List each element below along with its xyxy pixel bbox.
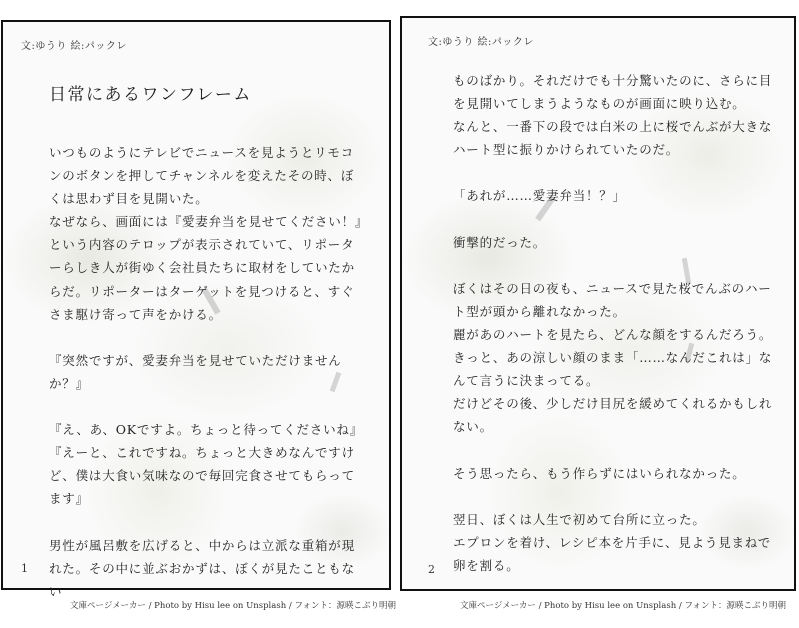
page-number: 1 (21, 562, 28, 575)
page-number: 2 (428, 563, 435, 576)
page-body-text: ものばかり。それだけでも十分驚いたのに、さらに目を見開いてしまうようなものが画面に映り込む。 なんと、一番下の段では白米の上に桜でんぶが大きなハート型に振りかけられていたのだ。 「あれが……愛妻弁当！？」 衝撃的だった。 ぼくはその日の夜も、ニュースで見た桜でんぶのハート型が頭から離れなかった。 麗があのハートを見たら、どんな顔をするんだろう。 きっと、あの涼しい顔のまま「……なんだこれは」なんて言うに決まってる。 だけどその後、少しだけ目尻を緩めてくれるかもしれない。 そう思ったら、もう作らずにはいられなかった。 翌日、ぼくは人生で初めて台所に立った。 エプロンを着け、レシピ本を片手に、見よう見まねで卵を割る。 (453, 73, 773, 573)
page-footer: 文庫ページメーカー / Photo by Hisu lee on Unsplash / フォント：源暎こぶり明朝 (460, 601, 787, 611)
book-page-2 (400, 16, 796, 591)
story-title: 日常にあるワンフレーム (49, 85, 252, 105)
author-credit: 文:ゆうり 絵:パックレ (21, 41, 127, 52)
page-body-text: いつものようにテレビでニュースを見ようとリモコンのボタンを押してチャンネルを変えたその時、ぼくは思わず目を見開いた。 なぜなら、画面には『愛妻弁当を見せてください！』という内容のテロップが表示されていて、リポーターらしき人が街ゆく会社員たちに取材をしていたからだ。リポーターはターゲットを見つけると、すぐさま駆け寄って声をかける。 『突然ですが、愛妻弁当を見せていただけませんか？』 『え、あ、OKですよ。ちょっと待ってくださいね』 『えーと、これですね。ちょっと大きめなんですけど、僕は大食い気味なので毎回完食させてもらってます』 男性が風呂敷を広げると、中からは立派な重箱が現れた。その中に並ぶおかずは、ぼくが見たこともない (49, 145, 364, 599)
book-page-1 (1, 20, 391, 599)
page-footer: 文庫ページメーカー / Photo by Hisu lee on Unsplash / フォント：源暎こぶり明朝 (70, 601, 397, 611)
author-credit: 文:ゆうり 絵:パックレ (428, 37, 534, 48)
